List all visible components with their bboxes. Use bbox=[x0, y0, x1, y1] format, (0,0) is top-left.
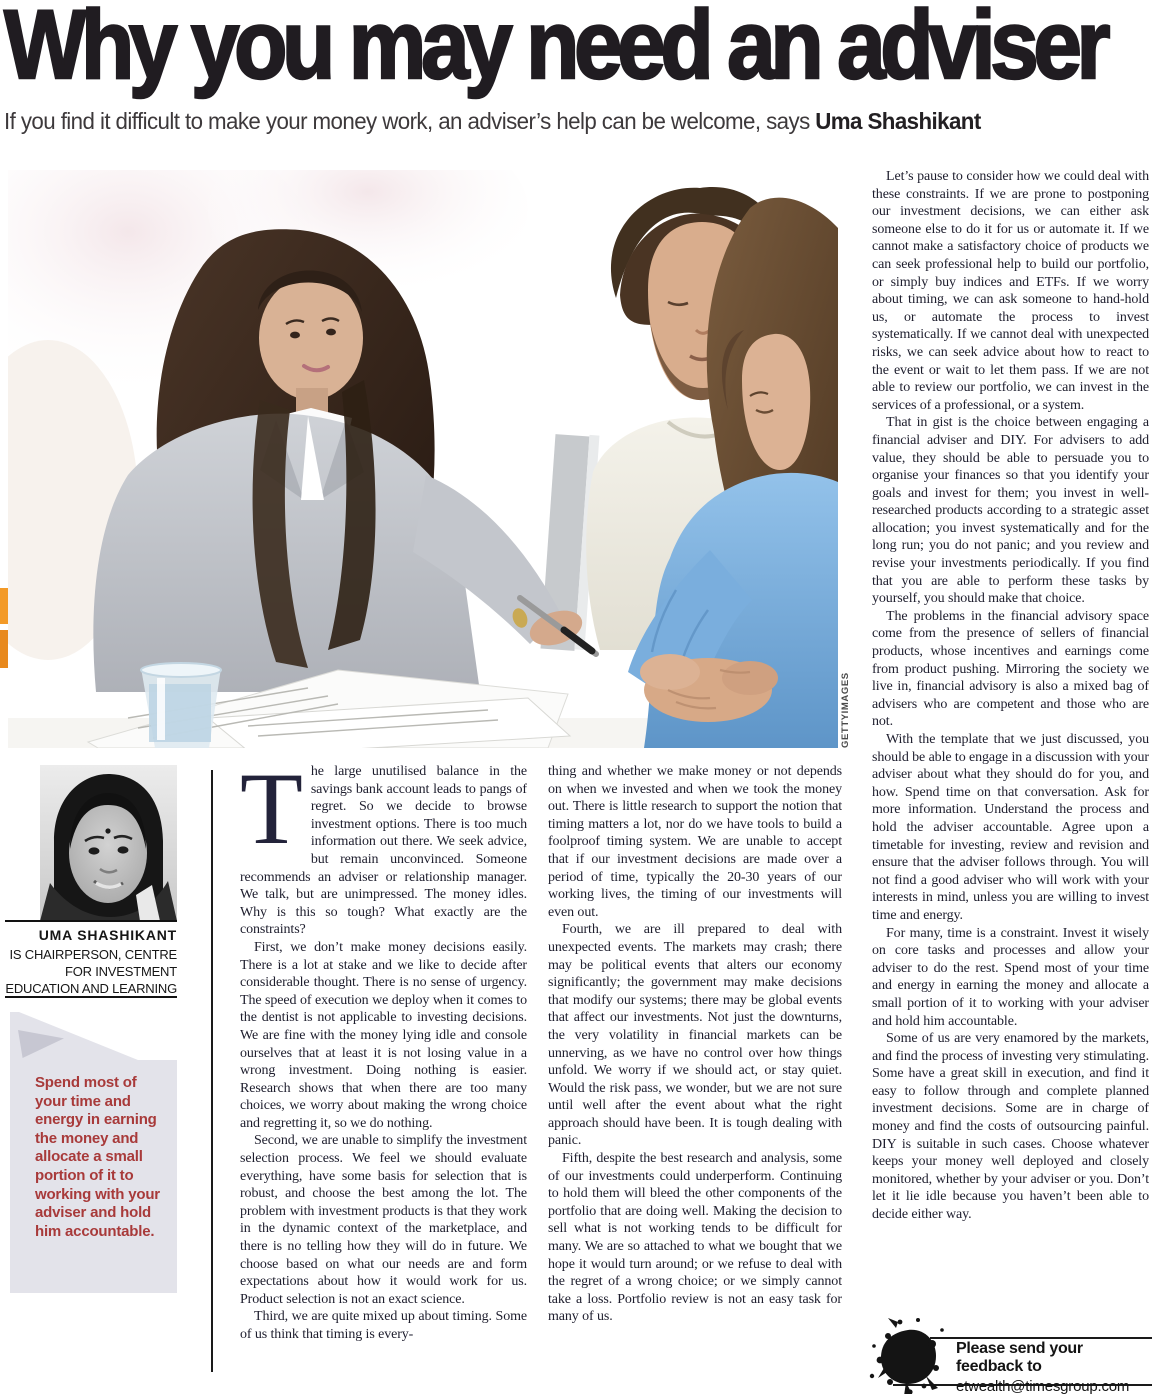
body-column-1 bbox=[240, 763, 527, 1381]
paragraph: That in gist is the choice between engaging a financial adviser and DIY. For advisers to add value, they should be able to persuade you to organise your finances so that you identify your goals and invest for them; you invest in well-researched products according to a strategic asset allocation; you invest systematically and for the long run; you do not panic; and you review and revise your investments periodically. If you find that you are able to perform these tasks by yourself, you should make that choice. bbox=[872, 415, 1149, 607]
margin-color-blob bbox=[0, 630, 8, 668]
divider-rule bbox=[5, 996, 177, 998]
feedback-note bbox=[956, 1340, 1152, 1394]
paragraph: Fourth, we are ill prepared to deal with unexpected events. The markets may crash; there may be political events that alters our economy significantly; the government may make decisions that modify our systems; there may be global events that affect our investments. Not just the downturns, the very volatility in financial markets can be unnerving, as we have no control over how things unfold. We worry if we should act, or stay quiet. Would the risk pass, we wonder, but we are not sure until well after the event about what the right approach should have been. It is tough dealing with panic. bbox=[548, 922, 842, 1149]
column-divider-rule bbox=[211, 770, 213, 1372]
margin-color-blob bbox=[0, 588, 8, 624]
photo-credit: GETTYIMAGES bbox=[840, 672, 851, 748]
author-photo bbox=[40, 765, 177, 921]
author-name-inline: Uma Shashikant bbox=[815, 108, 981, 134]
page-title: Why you may need an adviser bbox=[4, 0, 1106, 99]
standfirst-text: If you find it difficult to make your money work, an adviser’s help can be welcome, says bbox=[4, 108, 816, 134]
standfirst bbox=[4, 108, 1115, 135]
paragraph: thing and whether we make money or not depends on when we invested and when we took the money out. There is little research to support the notion that timing matters a lot, nor do we have tools to build a foolproof timing system. We are unable to accept that if our investment decisions are made over a period of time, typically the 20-30 years of our working lives, the timing of our investments will even out. bbox=[548, 764, 842, 920]
pull-quote-text: Spend most of your time and energy in earning the money and allocate a small portion of it to working with your adviser and hold him accountable. bbox=[35, 1074, 160, 1240]
body-column-3 bbox=[872, 168, 1149, 1298]
author-title: IS CHAIRPERSON, CENTRE FOR INVESTMENT EDUCATION AND LEARNING bbox=[5, 947, 177, 996]
feedback-rule-top bbox=[930, 1337, 1152, 1339]
paragraph: For many, time is a constraint. Invest it wisely on core tasks and processes and allow your adviser to do the rest. Spend most of your time and energy in earning the money and allocate a small portion of it to working with your adviser and hold him accountable. bbox=[872, 925, 1149, 1029]
ink-splat-icon bbox=[866, 1316, 952, 1394]
drop-cap: T bbox=[240, 763, 303, 866]
paragraph: The problems in the financial advisory space come from the presence of sellers of financial products, whose incentives and earnings come from product pushing. Mirroring the society we live in, financial advisory is also a mixed bag of advisers who are competent and those who are not. bbox=[872, 608, 1149, 730]
paragraph-text: he large unutilised balance in the savings bank account leads to pangs of regret. So we decide to browse investment options. There is too much information out there. We seek advice, but remain unconvinced. Someone recommends an adviser or relationship manager. We talk, but are unimpressed. The money idles. Why is this so tough? What exactly are the constraints? bbox=[240, 764, 527, 938]
feedback-email: etwealth@timesgroup.com bbox=[956, 1378, 1130, 1394]
body-column-2 bbox=[548, 763, 842, 1375]
paragraph: Some of us are very enamored by the markets, and find the process of investing very stimulating. Some have a great skill in execution, and find it easy to follow through and complete planned investment decisions. Some are in charge of money and find the costs of outsourcing painful. DIY is suitable in such cases. Choose whatever keeps your money well deployed and closely monitored, whether by your adviser or you. Don’t let it lie idle because you haven’t been able to decide either way. bbox=[872, 1031, 1149, 1223]
feedback-line1: Please send your feedback to bbox=[956, 1340, 1083, 1375]
author-caption bbox=[5, 927, 177, 997]
author-name: UMA SHASHIKANT bbox=[38, 927, 177, 943]
lead-photo bbox=[8, 170, 838, 748]
paragraph bbox=[240, 763, 527, 939]
paragraph: Third, we are quite mixed up about timing. Some of us think that timing is every- bbox=[240, 1309, 527, 1342]
paragraph: Let’s pause to consider how we could deal with these constraints. If we are prone to postponing our investment decisions, we can either ask someone else to do it for us or automate it. If we cannot make a satisfactory choice of products we can seek professional help to build our portfolio, or simply buy indices and ETFs. If we worry about timing, we can ask someone to hand-hold us, or automate the process to invest systematically. If we cannot deal with unexpected risks, we can seek advice about how to react to the event or wait to let them pass. If we are not able to review our portfolio, we can invest in the services of a professional, or a system. bbox=[872, 169, 1149, 413]
divider-rule bbox=[5, 920, 177, 922]
adviser-meeting-illustration bbox=[8, 170, 838, 748]
paragraph: Fifth, despite the best research and analysis, some of our investments could underperform. Continuing to hold them will bleed the other components of the portfolio that are doing well. Making the decision to sell what is not working tends to be difficult for many. We are so attached to what we bought that we hope it would turn around; or we refuse to deal with the regret of a wrong choice; or we simply cannot take a loss. Portfolio review is not an easy task for many of us. bbox=[548, 1151, 842, 1325]
author-portrait-illustration bbox=[40, 765, 177, 921]
paragraph: First, we don’t make money decisions easily. There is a lot at stake and we like to decide after considerable thought. There is no sense of urgency. The speed of execution we deploy when it comes to the dentist is not applicable to investing decisions. We are fine with the money lying idle and console ourselves that at least it is not losing value in a wrong investment. Doing nothing is easier. Research shows that when there are too many choices, we worry about making the wrong choice and regretting it, so we do nothing. bbox=[240, 939, 527, 1131]
paragraph: Second, we are unable to simplify the investment selection process. We feel we should evaluate everything, have some basis for selection that is robust, and choose the best among the lot. The problem with investment products is that they work in the dynamic context of the marketplace, and there is no telling how they will do in future. We choose based on what our needs are and form expectations about how it would work for us. Product selection is not an exact science. bbox=[240, 1133, 527, 1307]
paragraph: With the template that we just discussed, you should be able to engage in a discussion with your adviser about what they should do for you, and how. Spend time on that conversation. Ask for more information. Understand the process and hold the adviser accountable. Agree upon a timetable for investing, review and revision and ensure that the adviser follows through. You will not find a good adviser who will work with your interests in mind, unless you are willing to invest time and energy. bbox=[872, 732, 1149, 923]
